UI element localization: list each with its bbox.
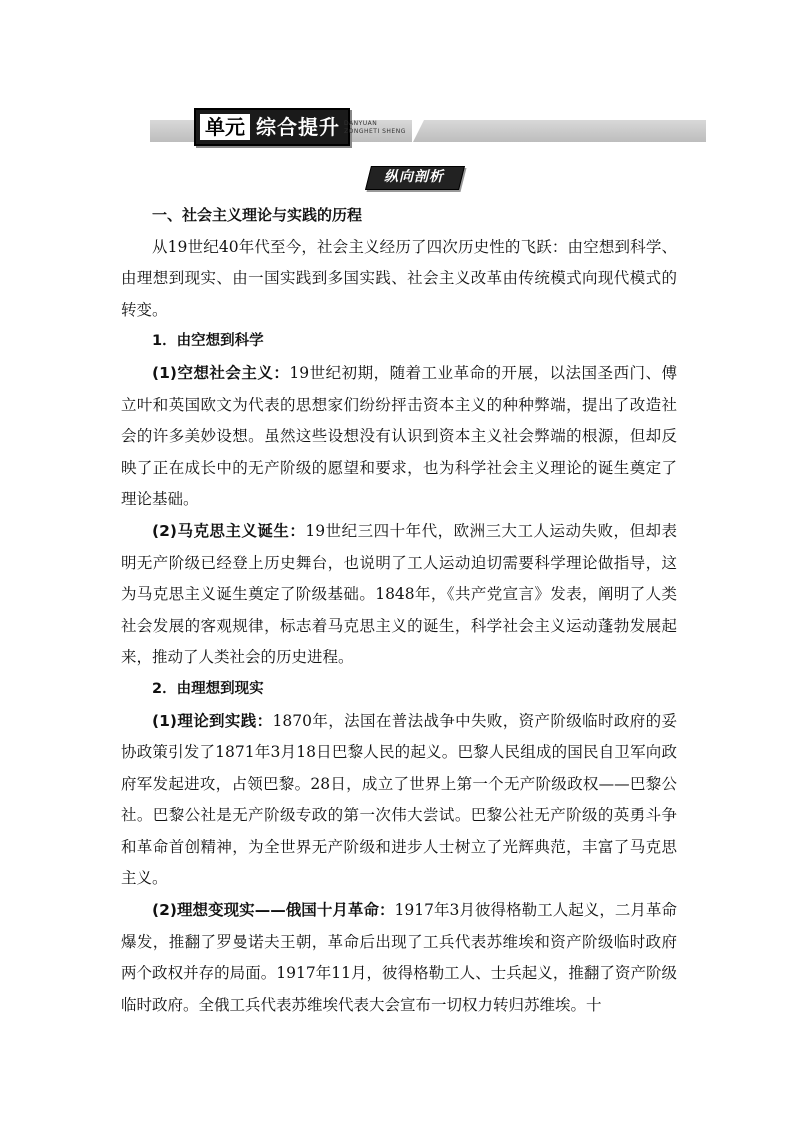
section-badge: 纵向剖析: [384, 169, 444, 185]
paragraph: [121, 895, 677, 1021]
paragraph-text: 19世纪三四十年代，欧洲三大工人运动失败，但却表明无产阶级已经登上历史舞台，也说明了工人运动迫切需要科学理论做指导，这为马克思主义诞生奠定了阶级基础。1848年，《共产党宣言》发表，阐明了人类社会发展的客观规律，标志着马克思主义的诞生，科学社会主义运动蓬勃发展起来，推动了人类社会的历史进程。: [121, 521, 677, 667]
paragraph-lead: (1)空想社会主义：: [152, 363, 290, 382]
heading-1: 一、社会主义理论与实践的历程: [152, 206, 363, 224]
subheading-2: 2．由理想到现实: [152, 680, 264, 697]
banner-title-box: [194, 108, 350, 146]
banner-tag: 单元: [200, 114, 250, 140]
paragraph-lead: (2)马克思主义诞生：: [152, 521, 306, 540]
intro-paragraph: 从19世纪40年代至今，社会主义经历了四次历史性的飞跃：由空想到科学、由理想到现实、由一国实践到多国实践、社会主义改革由传统模式向现代模式的转变。: [121, 237, 677, 319]
paragraph: [121, 516, 677, 674]
banner-pinyin: [344, 120, 414, 136]
paragraph-text: 1917年3月彼得格勒工人起义，二月革命爆发，推翻了罗曼诺夫王朝，革命后出现了工兵代表苏维埃和资产阶级临时政府两个政权并存的局面。1917年11月，彼得格勒工人、士兵起义，推翻了资产阶级临时政府。全俄工兵代表苏维埃代表大会宣布一切权力转归苏维埃。十: [121, 901, 677, 1014]
banner-title: 综合提升: [256, 115, 340, 139]
paragraph-lead: (2)理想变现实——俄国十月革命：: [152, 901, 395, 920]
subheading-1: 1．由空想到科学: [152, 333, 264, 350]
banner-pinyin-line1: DANYUAN: [344, 120, 378, 127]
paragraph-lead: (1)理论到实践：: [152, 711, 273, 730]
banner-wedge: [412, 116, 426, 144]
document-body: [121, 200, 677, 1021]
paragraph: [121, 358, 677, 516]
banner-pinyin-line2: ZONGHETI SHENG: [344, 128, 406, 135]
paragraph-text: 1870年，法国在普法战争中失败，资产阶级临时政府的妥协政策引发了1871年3月18日巴黎人民的起义。巴黎人民组成的国民自卫军向政府军发起进攻，占领巴黎。28日，成立了世界上第一个无产阶级政权——巴黎公社。巴黎公社是无产阶级专政的第一次伟大尝试。巴黎公社无产阶级的英勇斗争和革命首创精神，为全世界无产阶级和进步人士树立了光辉典范，丰富了马克思主义。: [121, 711, 677, 888]
unit-banner: [150, 116, 706, 144]
paragraph-text: 19世纪初期，随着工业革命的开展，以法国圣西门、傅立叶和英国欧文为代表的思想家们纷纷抨击资本主义的种种弊端，提出了改造社会的许多美妙设想。虽然这些设想没有认识到资本主义社会弊端的根源，但却反映了正在成长中的无产阶级的愿望和要求，也为科学社会主义理论的诞生奠定了理论基础。: [121, 363, 677, 509]
paragraph: [121, 706, 677, 896]
